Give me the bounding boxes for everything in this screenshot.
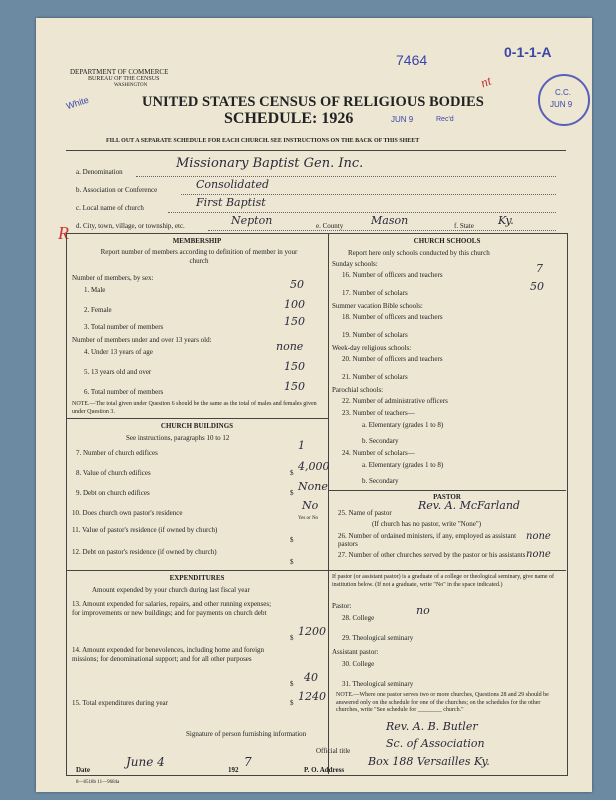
sunday-officers-label: 16. Number of officers and teachers	[342, 271, 443, 279]
white-stamp: White	[65, 94, 90, 112]
denomination-label: a. Denomination	[76, 168, 123, 176]
serial-number: 7464	[396, 52, 428, 68]
state-value: Ky.	[498, 214, 514, 227]
summer-schools-label: Summer vacation Bible schools:	[332, 302, 423, 310]
graduate-instruction: If pastor (or assistant pastor) is a graduate of a college or theological seminary, give name of institution below. (If not a graduate, write "No" in the space indicated.)	[332, 574, 555, 588]
scholars-secondary-label: b. Secondary	[362, 477, 399, 485]
assistant-ministers-label: 26. Number of ordained ministers, if any, employed as assistant pastors	[338, 532, 517, 548]
owns-residence-value: No	[302, 499, 319, 512]
membership-note: NOTE.—The total given under Question 6 should be the same as the total of males and females given under Question 3.	[72, 401, 317, 415]
county-label: e. County	[316, 222, 344, 230]
schools-title: CHURCH SCHOOLS	[413, 237, 481, 245]
weekday-schools-label: Week-day religious schools:	[332, 344, 412, 352]
signature-label: Signature of person furnishing information	[186, 730, 307, 738]
parochial-teachers-label: 23. Number of teachers—	[342, 409, 415, 417]
male-value: 50	[290, 278, 304, 291]
bureau-label: BUREAU OF THE CENSUS	[88, 76, 160, 82]
pastor-note: NOTE.—Where one pastor serves two or more churches, Questions 28 and 29 should be answered only on the schedule for one of the churches; on the schedules for the other churches, write "See schedule for ________ church."	[336, 692, 549, 713]
edifice-value-value: 4,000	[298, 460, 330, 473]
assistant-seminary-label: 31. Theological seminary	[342, 680, 414, 688]
total-members-age-label: 6. Total number of members	[84, 388, 164, 396]
members-by-age-label: Number of members under and over 13 years old:	[72, 336, 212, 344]
pastor-title: PASTOR	[433, 493, 461, 501]
census-schedule-sheet	[36, 18, 592, 792]
local-name-label: c. Local name of church	[76, 204, 144, 212]
state-label: f. State	[454, 222, 474, 230]
owns-residence-label: 10. Does church own pastor's residence	[72, 509, 183, 517]
benevolences-dollar: $	[290, 680, 294, 688]
margin-mark: R	[58, 223, 69, 243]
edifice-value-label: 8. Value of church edifices	[76, 469, 151, 477]
teachers-secondary-label: b. Secondary	[362, 437, 399, 445]
year-value: 7	[244, 755, 252, 769]
edifice-debt-label: 9. Debt on church edifices	[76, 489, 150, 497]
female-value: 100	[284, 298, 305, 311]
over-13-label: 5. 13 years old and over	[84, 368, 152, 376]
received-label: Rec'd	[436, 116, 454, 123]
signature-value: Rev. A. B. Butler	[386, 720, 478, 733]
date-value: June 4	[126, 755, 165, 769]
total-expenditures-label: 15. Total expenditures during year	[72, 699, 168, 707]
city-label-d: d. City, town, village, or township, etc.	[76, 222, 185, 230]
running-expenses-label: 13. Amount expended for salaries, repairs, and other running expenses; for improvements or new buildings; and for payments on church debt	[72, 600, 272, 617]
total-members-age-value: 150	[284, 380, 305, 393]
assistant-education-label: Assistant pastor:	[332, 648, 379, 656]
pastor-seminary-label: 29. Theological seminary	[342, 634, 414, 642]
benevolences-value: 40	[304, 671, 318, 684]
pastor-none-hint: (If church has no pastor, write "None")	[372, 520, 482, 528]
pastor-name-value: Rev. A. McFarland	[418, 499, 520, 512]
official-title-label: Official title	[316, 747, 351, 755]
department-label: DEPARTMENT OF COMMERCE	[70, 68, 169, 76]
sunday-scholars-label: 17. Number of scholars	[342, 289, 408, 297]
official-title-value: Sc. of Association	[386, 737, 485, 750]
date-label: Date	[76, 766, 90, 774]
expenditures-title: EXPENDITURES	[169, 574, 225, 582]
sunday-schools-label: Sunday schools:	[332, 260, 378, 268]
residence-value-label: 11. Value of pastor's residence (if owned by church)	[72, 526, 218, 534]
total-expenditures-dollar: $	[290, 699, 294, 707]
membership-title: MEMBERSHIP	[172, 237, 222, 245]
female-label: 2. Female	[84, 306, 112, 314]
edifice-debt-dollar: $	[290, 489, 294, 497]
yes-or-no-hint: Yes or No	[298, 516, 319, 521]
other-churches-value: none	[526, 549, 551, 560]
scholars-elementary-label: a. Elementary (grades 1 to 8)	[362, 461, 444, 469]
po-address-label: P. O. Address	[304, 766, 345, 774]
members-by-sex-label: Number of members, by sex:	[72, 274, 154, 282]
summer-scholars-label: 19. Number of scholars	[342, 331, 408, 339]
cc-stamp	[538, 74, 590, 126]
weekday-scholars-label: 21. Number of scholars	[342, 373, 408, 381]
residence-value-dollar: $	[290, 536, 294, 544]
running-expenses-dollar: $	[290, 634, 294, 642]
po-address-value: Box 188 Versailles Ky.	[368, 755, 490, 768]
association-value: Consolidated	[196, 178, 269, 191]
sunday-scholars-value: 50	[530, 280, 544, 293]
pastor-name-label: 25. Name of pastor	[338, 509, 392, 517]
sunday-officers-value: 7	[536, 262, 543, 275]
teachers-elementary-label: a. Elementary (grades 1 to 8)	[362, 421, 444, 429]
pastor-education-label: Pastor:	[332, 602, 352, 610]
running-expenses-value: 1200	[298, 625, 326, 638]
weekday-officers-label: 20. Number of officers and teachers	[342, 355, 443, 363]
association-label: b. Association or Conference	[76, 186, 158, 194]
check-mark: nt	[478, 72, 494, 91]
form-title: UNITED STATES CENSUS OF RELIGIOUS BODIES	[142, 94, 484, 110]
residence-debt-label: 12. Debt on pastor's residence (if owned by church)	[72, 548, 217, 556]
parochial-admin-label: 22. Number of administrative officers	[342, 397, 448, 405]
expenditures-subtitle: Amount expended by your church during last fiscal year	[92, 586, 250, 594]
benevolences-label: 14. Amount expended for benevolences, including home and foreign missions; for denominational support; and for all other purposes	[72, 646, 265, 663]
other-churches-label: 27. Number of other churches served by the pastor or his assistants	[338, 551, 526, 559]
cc-stamp-date: JUN 9	[550, 100, 573, 109]
edifice-debt-value: None	[298, 480, 328, 493]
assistant-college-label: 30. College	[342, 660, 375, 668]
schools-subtitle: Report here only schools conducted by this church	[348, 249, 490, 257]
denomination-value: Missionary Baptist Gen. Inc.	[176, 156, 364, 171]
buildings-title: CHURCH BUILDINGS	[160, 422, 234, 430]
form-code: 0-1-1-A	[504, 44, 552, 60]
pastor-college-label: 28. College	[342, 614, 375, 622]
city-value: Nepton	[231, 214, 273, 227]
received-date-stamp: JUN 9	[391, 115, 414, 124]
assistant-ministers-value: none	[526, 531, 551, 542]
membership-subtitle: Report number of members according to definition of member in your church	[100, 248, 298, 265]
male-label: 1. Male	[84, 286, 106, 294]
residence-debt-dollar: $	[290, 558, 294, 566]
summer-officers-label: 18. Number of officers and teachers	[342, 313, 443, 321]
print-code: 8—8518b 11—9684a	[76, 780, 120, 785]
instruction-line: FILL OUT A SEPARATE SCHEDULE FOR EACH CHURCH. SEE INSTRUCTIONS ON THE BACK OF THIS SHEET	[106, 138, 420, 144]
under-13-value: none	[276, 340, 304, 353]
city-label: WASHINGTON	[114, 83, 148, 88]
buildings-subtitle: See instructions, paragraphs 10 to 12	[126, 434, 230, 442]
edifices-value: 1	[298, 439, 305, 452]
edifices-label: 7. Number of church edifices	[76, 449, 158, 457]
local-name-value: First Baptist	[196, 196, 266, 209]
county-value: Mason	[371, 214, 409, 227]
edifice-value-dollar: $	[290, 469, 294, 477]
pastor-college-value: no	[416, 604, 430, 617]
over-13-value: 150	[284, 360, 305, 373]
parochial-scholars-label: 24. Number of scholars—	[342, 449, 415, 457]
cc-stamp-label: C.C.	[555, 88, 571, 97]
total-members-label: 3. Total number of members	[84, 323, 164, 331]
under-13-label: 4. Under 13 years of age	[84, 348, 153, 356]
total-members-value: 150	[284, 315, 305, 328]
year-label: 192	[228, 766, 239, 774]
total-expenditures-value: 1240	[298, 690, 326, 703]
schedule-title: SCHEDULE: 1926	[224, 110, 354, 127]
parochial-schools-label: Parochial schools:	[332, 386, 384, 394]
